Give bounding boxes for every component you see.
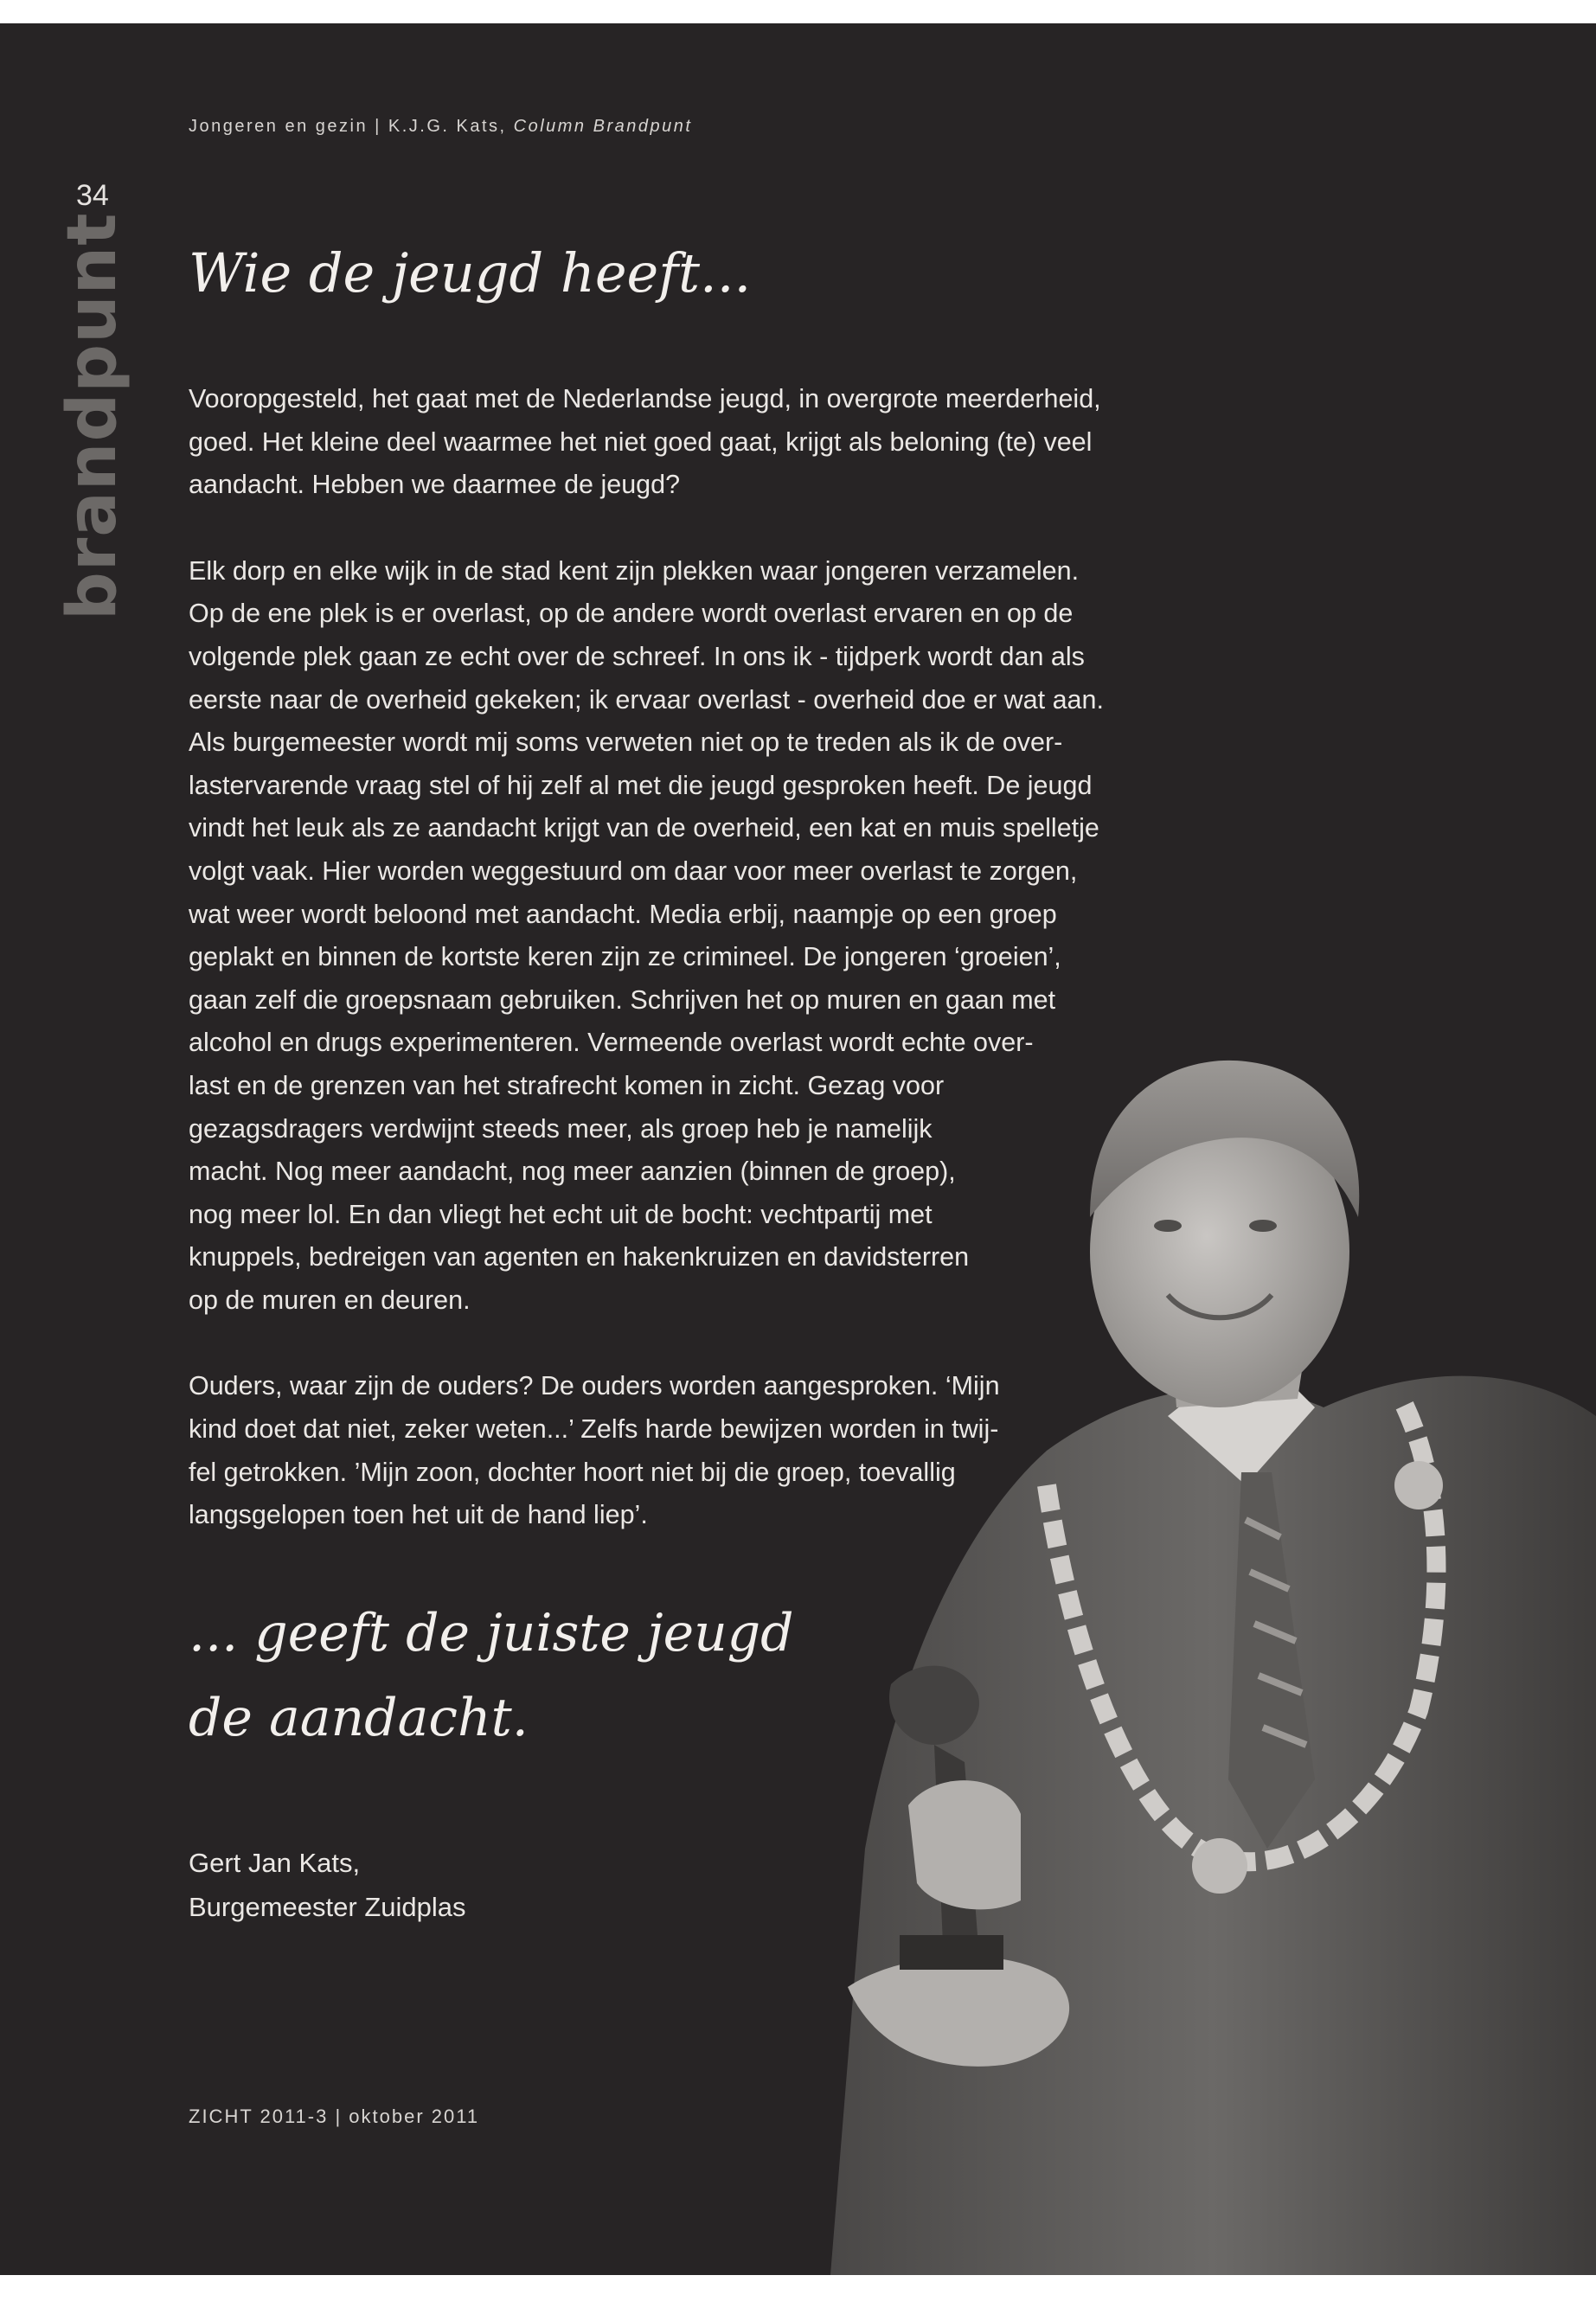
closing-line: de aandacht. <box>189 1688 529 1748</box>
body-line: langsgelopen toen het uit de hand liep’. <box>189 1500 648 1530</box>
body-line: eerste naar de overheid gekeken; ik ervaar overlast - overheid doe er wat aan. <box>189 684 1104 715</box>
body-line: lastervarende vraag stel of hij zelf al met die jeugd gesproken heeft. De jeugd <box>189 770 1093 800</box>
body-line: geplakt en binnen de kortste keren zijn ze crimineel. De jongeren ‘groeien’, <box>189 942 1061 972</box>
author-role: Burgemeester Zuidplas <box>189 1892 466 1922</box>
body-line: vindt het leuk als ze aandacht krijgt van de overheid, een kat en muis spelletje <box>189 813 1099 843</box>
body-line: nog meer lol. En dan vliegt het echt uit de bocht: vechtpartij met <box>189 1199 933 1229</box>
body-line: knuppels, bedreigen van agenten en hakenkruizen en davidsterren <box>189 1242 970 1272</box>
header-column-name: Column Brandpunt <box>513 117 693 136</box>
author-name: Gert Jan Kats, <box>189 1848 361 1878</box>
closing-statement <box>189 1591 794 1760</box>
page <box>0 23 1596 2275</box>
body-line: alcohol en drugs experimenteren. Vermeende overlast wordt echte over- <box>189 1028 1034 1058</box>
body-line: last en de grenzen van het strafrecht komen in zicht. Gezag voor <box>189 1070 945 1100</box>
article-title: Wie de jeugd heeft... <box>189 241 752 304</box>
body-line: Ouders, waar zijn de ouders? De ouders worden aangesproken. ‘Mijn <box>189 1371 1000 1401</box>
article-body <box>189 378 1175 1537</box>
header-text: Jongeren en gezin | K.J.G. Kats, <box>189 117 514 136</box>
body-line: volgende plek gaan ze echt over de schreef. In ons ik - tijdperk wordt dan als <box>189 641 1085 671</box>
body-line: Als burgemeester wordt mij soms verweten niet op te treden als ik de over- <box>189 727 1063 758</box>
author-signature <box>189 1841 466 1929</box>
body-line: fel getrokken. ’Mijn zoon, dochter hoort niet bij die groep, toevallig <box>189 1457 956 1487</box>
page-number: 34 <box>76 179 109 212</box>
closing-line: ... geeft de juiste jeugd <box>189 1603 794 1663</box>
body-line: gaan zelf die groepsnaam gebruiken. Schrijven het op muren en gaan met <box>189 984 1056 1015</box>
running-header <box>189 117 692 137</box>
body-line: volgt vaak. Hier worden weggestuurd om daar voor meer overlast te zorgen, <box>189 856 1078 886</box>
section-label: brandpunt <box>54 212 131 620</box>
body-line: wat weer wordt beloond met aandacht. Media erbij, naampje op een groep <box>189 899 1057 929</box>
paragraph-spacer <box>189 1322 1175 1365</box>
body-line: Op de ene plek is er overlast, op de andere wordt overlast ervaren en op de <box>189 599 1074 629</box>
body-line: kind doet dat niet, zeker weten...’ Zelfs harde bewijzen worden in twij- <box>189 1414 999 1445</box>
body-line: op de muren en deuren. <box>189 1285 471 1315</box>
body-line: aandacht. Hebben we daarmee de jeugd? <box>189 470 681 500</box>
paragraph-spacer <box>189 507 1175 550</box>
body-line: Vooropgesteld, het gaat met de Nederlandse jeugd, in overgrote meerderheid, <box>189 384 1101 413</box>
body-line: goed. Het kleine deel waarmee het niet goed gaat, krijgt als beloning (te) veel <box>189 426 1093 457</box>
body-line: gezagsdragers verdwijnt steeds meer, als groep heb je namelijk <box>189 1113 933 1144</box>
body-line: Elk dorp en elke wijk in de stad kent zijn plekken waar jongeren verzamelen. <box>189 555 1080 586</box>
page-footer: ZICHT 2011-3 | oktober 2011 <box>189 2106 480 2127</box>
body-line: macht. Nog meer aandacht, nog meer aanzien (binnen de groep), <box>189 1157 956 1187</box>
